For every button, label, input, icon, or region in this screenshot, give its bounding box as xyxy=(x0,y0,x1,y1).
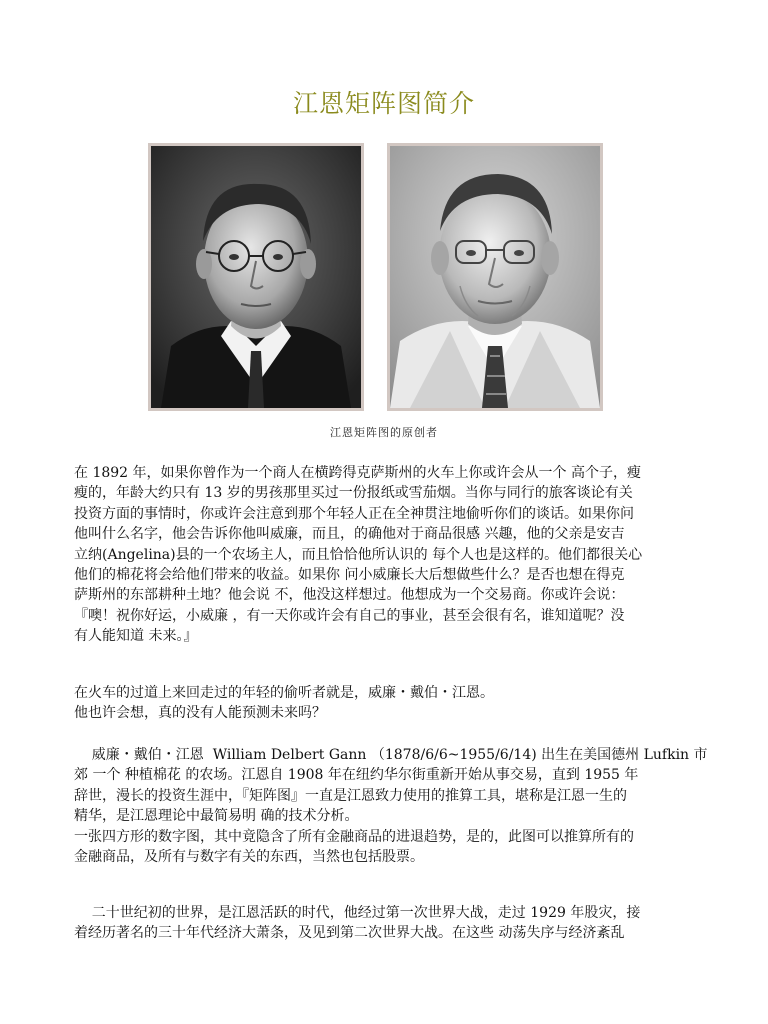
portrait-old-photo xyxy=(387,143,603,411)
text-line: 威廉・戴伯・江恩 William Delbert Gann （1878/6/6~1955/6/14) 出生在美国德州 Lufkin 市 xyxy=(74,747,708,763)
text-line: 在 1892 年，如果你曾作为一个商人在横跨得克萨斯州的火车上你或许会从一个 高个子，瘦 xyxy=(74,465,641,481)
paragraph-4 xyxy=(74,903,696,944)
text-line: 金融商品，及所有与数字有关的东西，当然也包括股票。 xyxy=(74,849,424,866)
text-line: 『噢！祝你好运，小威廉 ，有一天你或许会有自己的事业，甚至会很有名，谁知道呢？没 xyxy=(74,607,625,624)
text-line: 投资方面的事情时，你或许会注意到那个年轻人正在全神贯注地偷听你们的谈话。如果你问 xyxy=(74,505,634,522)
text-line: 他也许会想，真的没有人能预测未来吗？ xyxy=(74,705,326,722)
text-line: 他叫什么名字，他会告诉你他叫威廉，而且，的确他对于商品很感 兴趣，他的父亲是安吉 xyxy=(74,526,625,543)
paragraph-2 xyxy=(74,683,696,724)
text-line: 立纳(Angelina)县的一个农场主人，而且恰恰他所认识的 每个人也是这样的。他们都很关心 xyxy=(74,546,643,563)
text-line: 萨斯州的东部耕种土地？他会说 不，他没这样想过。他想成为一个交易商。你或许会说： xyxy=(74,587,625,604)
text-line: 在火车的过道上来回走过的年轻的偷听者就是，威廉・戴伯・江恩。 xyxy=(74,685,494,701)
text-line: 一张四方形的数字图，其中竟隐含了所有金融商品的进退趋势，是的，此图可以推算所有的 xyxy=(74,828,634,845)
text-line: 精华，是江恩理论中最简易明 确的技术分析。 xyxy=(74,808,359,825)
paragraph-3 xyxy=(74,745,708,867)
portrait-old-image xyxy=(390,146,600,408)
text-line: 辞世，漫长的投资生涯中，『矩阵图』一直是江恩致力使用的推算工具，堪称是江恩一生的 xyxy=(74,787,627,804)
text-line: 他们的棉花将会给他们带来的收益。如果你 问小威廉长大后想做些什么？是否也想在得克 xyxy=(74,567,625,584)
text-line: 有人能知道 未来。』 xyxy=(74,628,198,645)
text-line: 瘦的，年龄大约只有 13 岁的男孩那里买过一份报纸或雪茄烟。当你与同行的旅客谈论有关 xyxy=(74,485,633,502)
paragraph-1 xyxy=(74,463,696,647)
page-title: 江恩矩阵图简介 xyxy=(292,89,475,118)
text-line: 二十世纪初的世界，是江恩活跃的时代，他经过第一次世界大战，走过 1929 年股灾，接 xyxy=(74,905,641,921)
portrait-young-image xyxy=(151,146,361,408)
text-line: 郊 一个 种植棉花 的农场。江恩自 1908 年在纽约华尔街重新开始从事交易，直到 1955 年 xyxy=(74,767,639,784)
photo-caption: 江恩矩阵图的原创者 xyxy=(330,426,438,439)
portrait-young-photo xyxy=(148,143,364,411)
text-line: 着经历著名的三十年代经济大萧条，及见到第二次世界大战。在这些 动荡失序与经济紊乱 xyxy=(74,925,625,942)
